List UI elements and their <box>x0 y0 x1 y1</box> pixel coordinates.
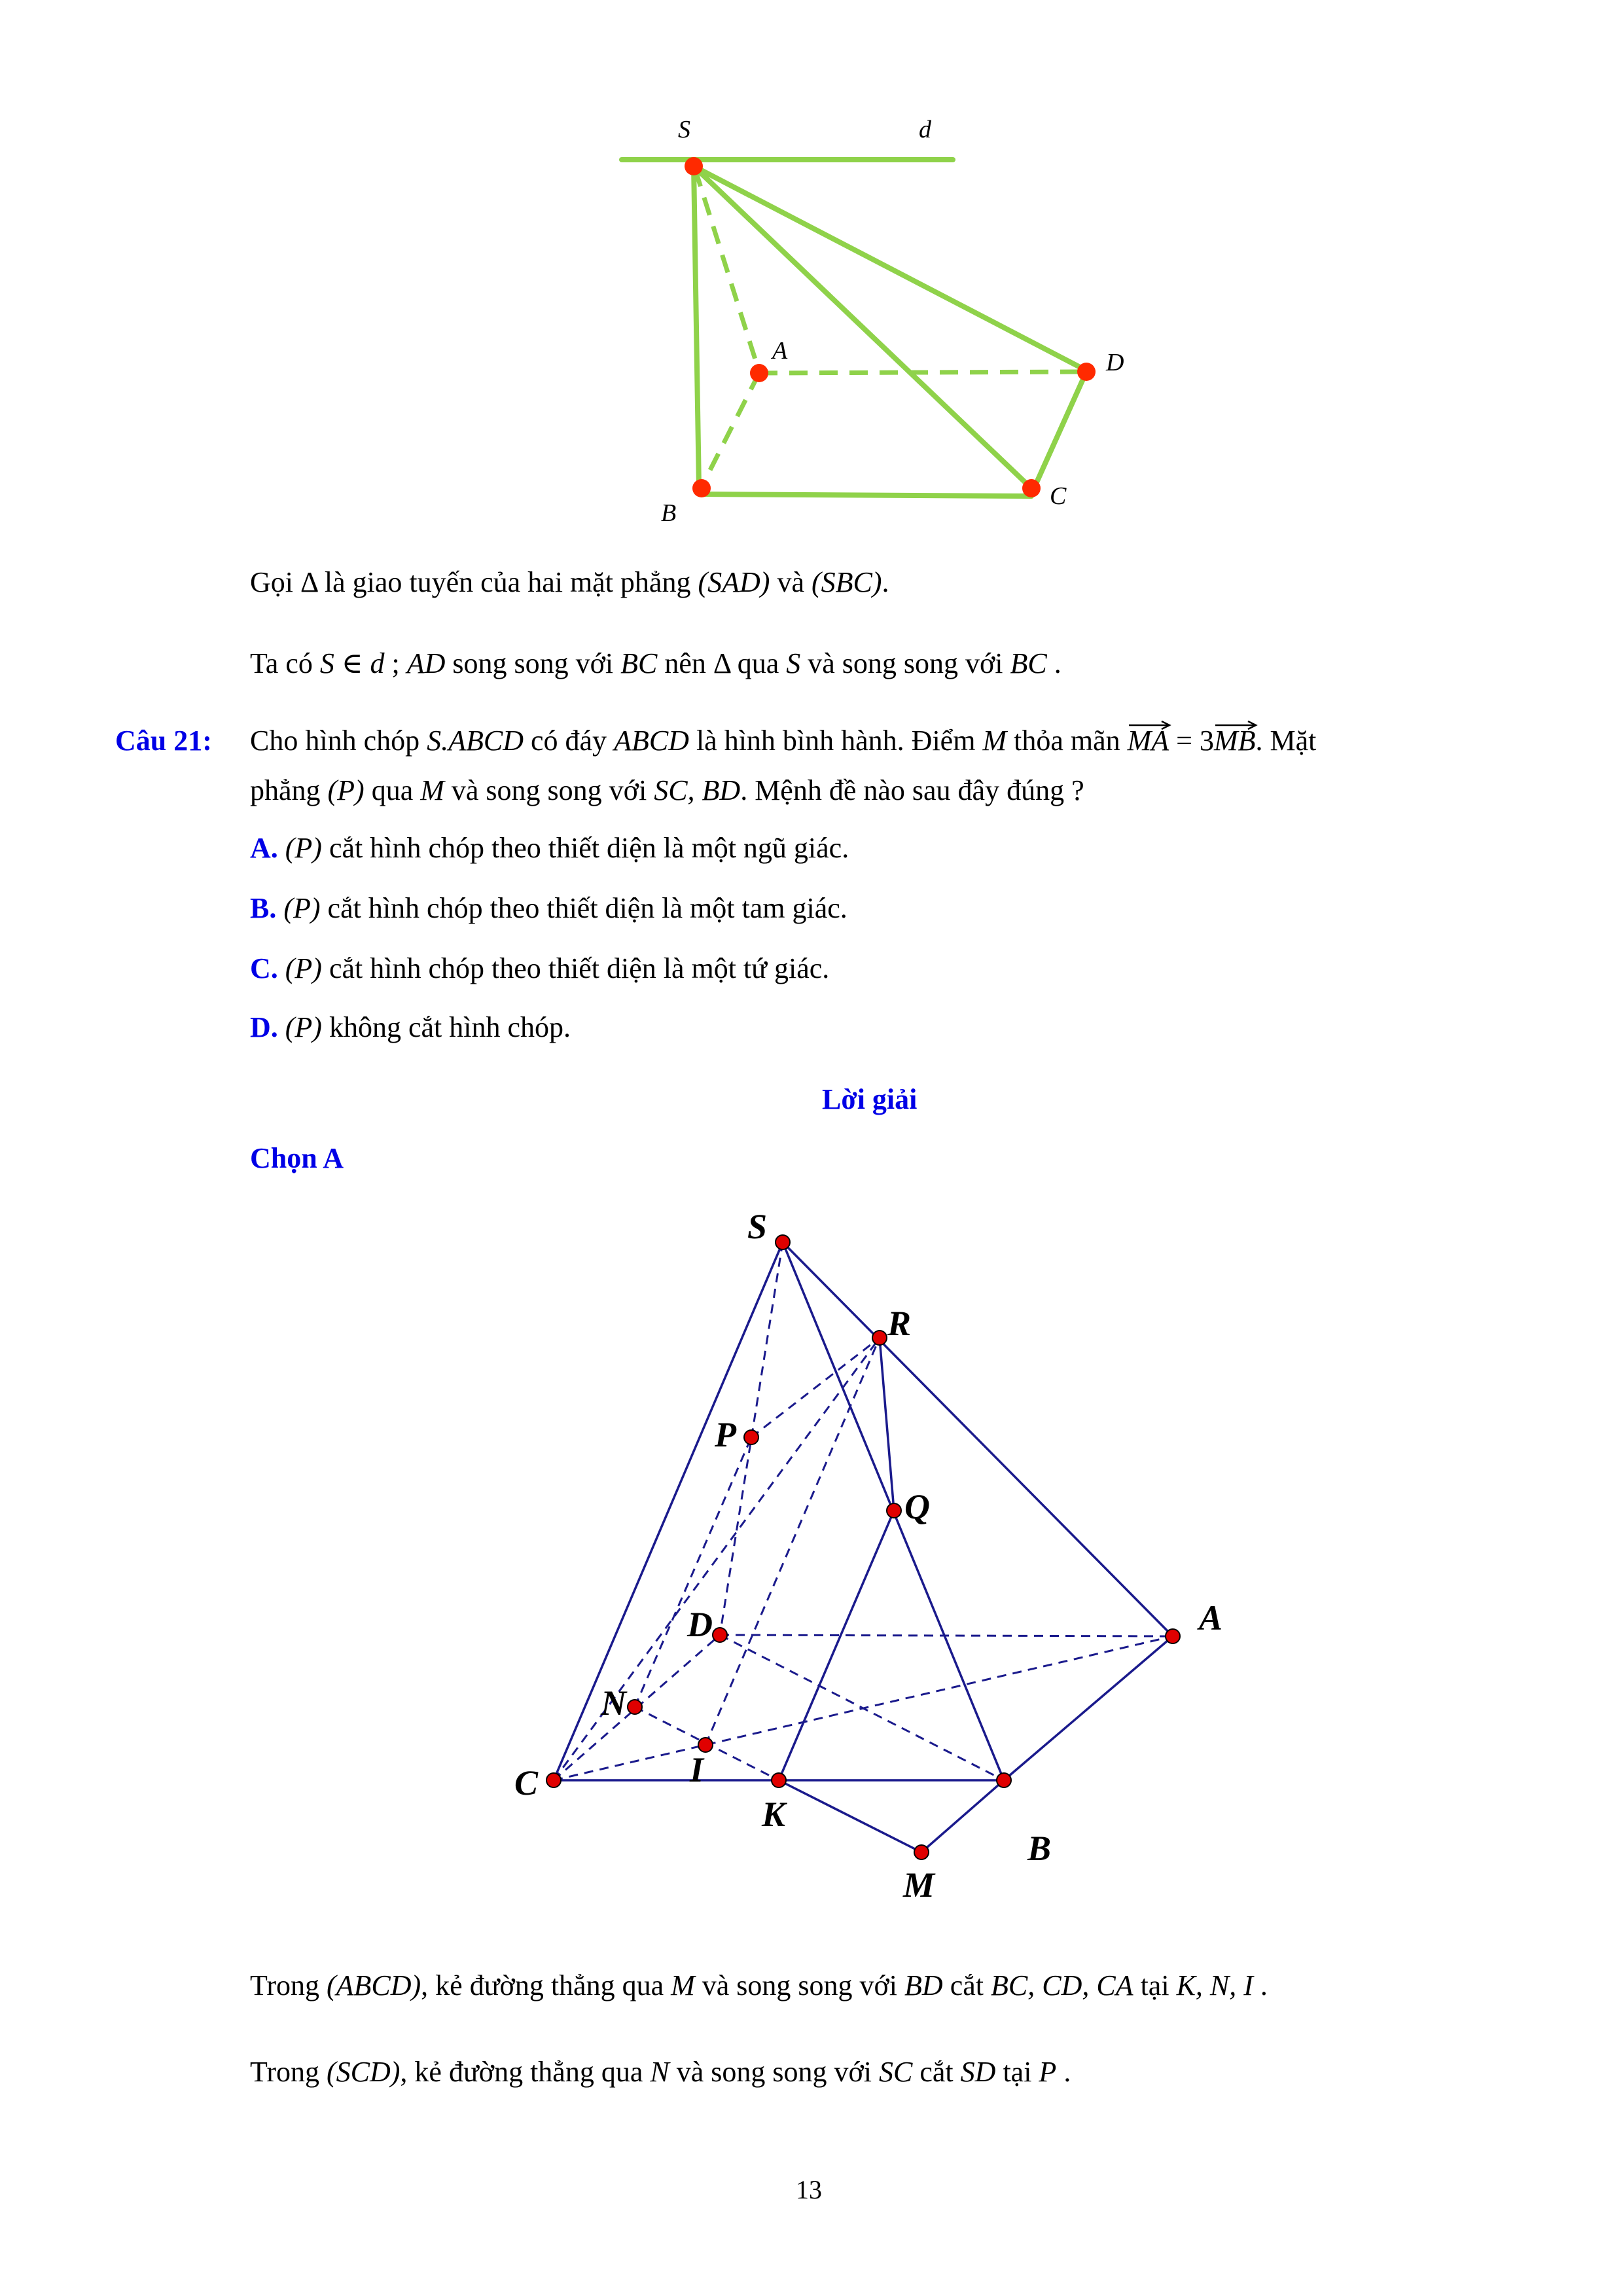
point-N <box>628 1700 642 1714</box>
point-S <box>776 1235 790 1249</box>
vector-MB <box>1214 723 1256 759</box>
math: M <box>420 774 444 806</box>
point-B <box>997 1773 1011 1787</box>
label-D: D <box>1106 349 1124 376</box>
edge-NP-hidden <box>635 1437 751 1707</box>
option-letter: B. <box>250 892 277 924</box>
text: tại <box>1133 1969 1177 2001</box>
point-D <box>713 1628 727 1642</box>
text: cắt <box>912 2056 961 2088</box>
edge-SD <box>694 166 1086 370</box>
text: . <box>882 566 889 598</box>
math: (SCD) <box>326 2056 401 2088</box>
label-S: S <box>678 116 690 143</box>
math-plane-SBC: (SBC) <box>811 566 882 598</box>
edge-IR-hidden <box>705 1338 880 1745</box>
option-c[interactable] <box>250 950 829 987</box>
figure-2-solid-edges <box>554 1242 1173 1852</box>
text: Ta có <box>250 647 320 679</box>
question-line-2 <box>250 772 1084 809</box>
text: và song song với <box>444 774 654 806</box>
label-R: R <box>887 1304 912 1343</box>
math: AD <box>406 647 446 679</box>
option-text: không cắt hình chóp. <box>321 1011 571 1043</box>
point-Q <box>887 1503 901 1518</box>
page-number: 13 <box>796 2175 822 2204</box>
vector-arrow-icon <box>1128 720 1172 730</box>
point-D <box>1077 363 1096 381</box>
text: và <box>770 566 812 598</box>
question-line-1 <box>250 723 1316 759</box>
math: S.ABCD <box>427 725 524 757</box>
edge-QK <box>779 1511 894 1780</box>
option-d[interactable] <box>250 1009 571 1046</box>
text: ; <box>384 647 407 679</box>
paragraph-intersection <box>250 564 889 601</box>
text: thỏa mãn <box>1007 725 1128 757</box>
math: (ABCD) <box>326 1969 421 2001</box>
text: qua <box>364 774 421 806</box>
text: song song với <box>445 647 621 679</box>
figure-1-hidden-edges <box>695 169 1086 487</box>
math: Δ <box>713 647 730 679</box>
math: BC <box>1010 647 1047 679</box>
math: BD <box>904 1969 943 2001</box>
text: . Mặt <box>1255 725 1317 757</box>
figure-1-edges <box>622 160 1086 496</box>
math: (P) <box>285 952 322 984</box>
text: MB <box>1213 725 1256 757</box>
label-S: S <box>747 1207 768 1246</box>
math: P <box>1039 2056 1057 2088</box>
option-text: cắt hình chóp theo thiết diện là một ngũ giác. <box>321 832 849 864</box>
math: BC <box>620 647 658 679</box>
solution-choice: Chọn A <box>250 1142 344 1174</box>
edge-KM <box>779 1780 921 1852</box>
vector-MA <box>1128 723 1169 759</box>
text: Cho hình chóp <box>250 725 427 757</box>
label-I: I <box>690 1750 704 1789</box>
math: M <box>671 1969 695 2001</box>
point-P <box>744 1430 758 1444</box>
label-P: P <box>715 1415 736 1454</box>
text: . <box>1253 1969 1268 2001</box>
point-S <box>685 157 703 175</box>
text: MA <box>1127 725 1169 757</box>
text: tại <box>995 2056 1039 2088</box>
math: K, N, I <box>1176 1969 1253 2001</box>
label-D: D <box>687 1605 713 1644</box>
edge-DA-hidden <box>720 1635 1173 1636</box>
text: là giao tuyến của hai mặt phẳng <box>317 566 698 598</box>
point-B <box>692 479 711 497</box>
edge-AB-hidden <box>702 373 759 487</box>
paragraph-scd-step <box>250 2054 1071 2090</box>
math: N <box>650 2056 669 2088</box>
math: (P) <box>283 892 321 924</box>
option-letter: D. <box>250 1011 278 1043</box>
text: qua <box>730 647 787 679</box>
text: và song song với <box>669 2056 879 2088</box>
text: có đáy <box>524 725 615 757</box>
option-b[interactable] <box>250 890 847 927</box>
label-C: C <box>1050 482 1067 510</box>
label-A: A <box>772 337 788 365</box>
math: SC, BD <box>654 774 741 806</box>
edge-SC <box>554 1242 783 1780</box>
math: S ∈ d <box>319 647 385 679</box>
point-A <box>1166 1629 1180 1643</box>
point-K <box>772 1773 786 1787</box>
option-text: cắt hình chóp theo thiết diện là một tam giác. <box>320 892 847 924</box>
point-C <box>546 1773 561 1787</box>
figure-1-pyramid <box>0 0 1623 537</box>
label-B: B <box>1027 1829 1052 1868</box>
text: nên <box>657 647 713 679</box>
math: (P) <box>285 1011 322 1043</box>
math-delta: Δ <box>300 566 317 598</box>
option-a[interactable] <box>250 830 849 867</box>
math: (P) <box>285 832 322 864</box>
text: Trong <box>250 2056 327 2088</box>
label-K: K <box>762 1795 786 1834</box>
text: . <box>1046 647 1061 679</box>
text: = 3 <box>1169 725 1214 757</box>
edge-SA <box>783 1242 1173 1636</box>
option-text: cắt hình chóp theo thiết diện là một tứ giác. <box>321 952 830 984</box>
text: . <box>1056 2056 1071 2088</box>
paragraph-reasoning <box>250 645 1061 682</box>
edge-PR-hidden <box>751 1338 880 1437</box>
question-label: Câu 21: <box>115 725 212 757</box>
text: . Mệnh đề nào sau đây đúng ? <box>740 774 1084 806</box>
label-d: d <box>919 116 931 143</box>
edge-CA-hidden <box>554 1636 1173 1780</box>
edge-BA <box>1004 1636 1173 1780</box>
edge-MB <box>921 1780 1004 1852</box>
vector-arrow-icon <box>1214 720 1258 730</box>
paragraph-abcd-step <box>250 1967 1268 2004</box>
math: ABCD <box>614 725 689 757</box>
edge-CD <box>1034 372 1086 488</box>
label-N: N <box>601 1683 626 1723</box>
label-C: C <box>514 1763 539 1803</box>
math: SD <box>960 2056 996 2088</box>
option-letter: C. <box>250 952 278 984</box>
point-C <box>1022 479 1041 497</box>
text: cắt <box>942 1969 991 2001</box>
text: phẳng <box>250 774 328 806</box>
text: và song song với <box>800 647 1010 679</box>
text: Gọi <box>250 566 300 598</box>
text: và song song với <box>694 1969 905 2001</box>
label-M: M <box>903 1865 935 1905</box>
math-plane-SAD: (SAD) <box>698 566 770 598</box>
math: SC <box>879 2056 913 2088</box>
edge-AD-hidden <box>759 372 1086 373</box>
text: , kẻ đường thẳng qua <box>421 1969 671 2001</box>
label-Q: Q <box>904 1487 930 1526</box>
label-B: B <box>661 499 677 527</box>
math: (P) <box>327 774 365 806</box>
text: , kẻ đường thẳng qua <box>400 2056 651 2088</box>
math: M <box>982 725 1007 757</box>
solution-title: Lời giải <box>822 1083 918 1115</box>
label-A: A <box>1199 1598 1223 1638</box>
figure-2-pyramid-section <box>0 1191 1623 1918</box>
edge-BC <box>699 494 1031 496</box>
text: là hình bình hành. Điểm <box>688 725 983 757</box>
edge-SB <box>694 166 699 488</box>
point-A <box>750 364 768 382</box>
text: Trong <box>250 1969 327 2001</box>
point-M <box>914 1845 929 1859</box>
math: BC, CD, CA <box>991 1969 1133 2001</box>
point-R <box>872 1331 887 1345</box>
option-letter: A. <box>250 832 278 864</box>
math: S <box>786 647 801 679</box>
